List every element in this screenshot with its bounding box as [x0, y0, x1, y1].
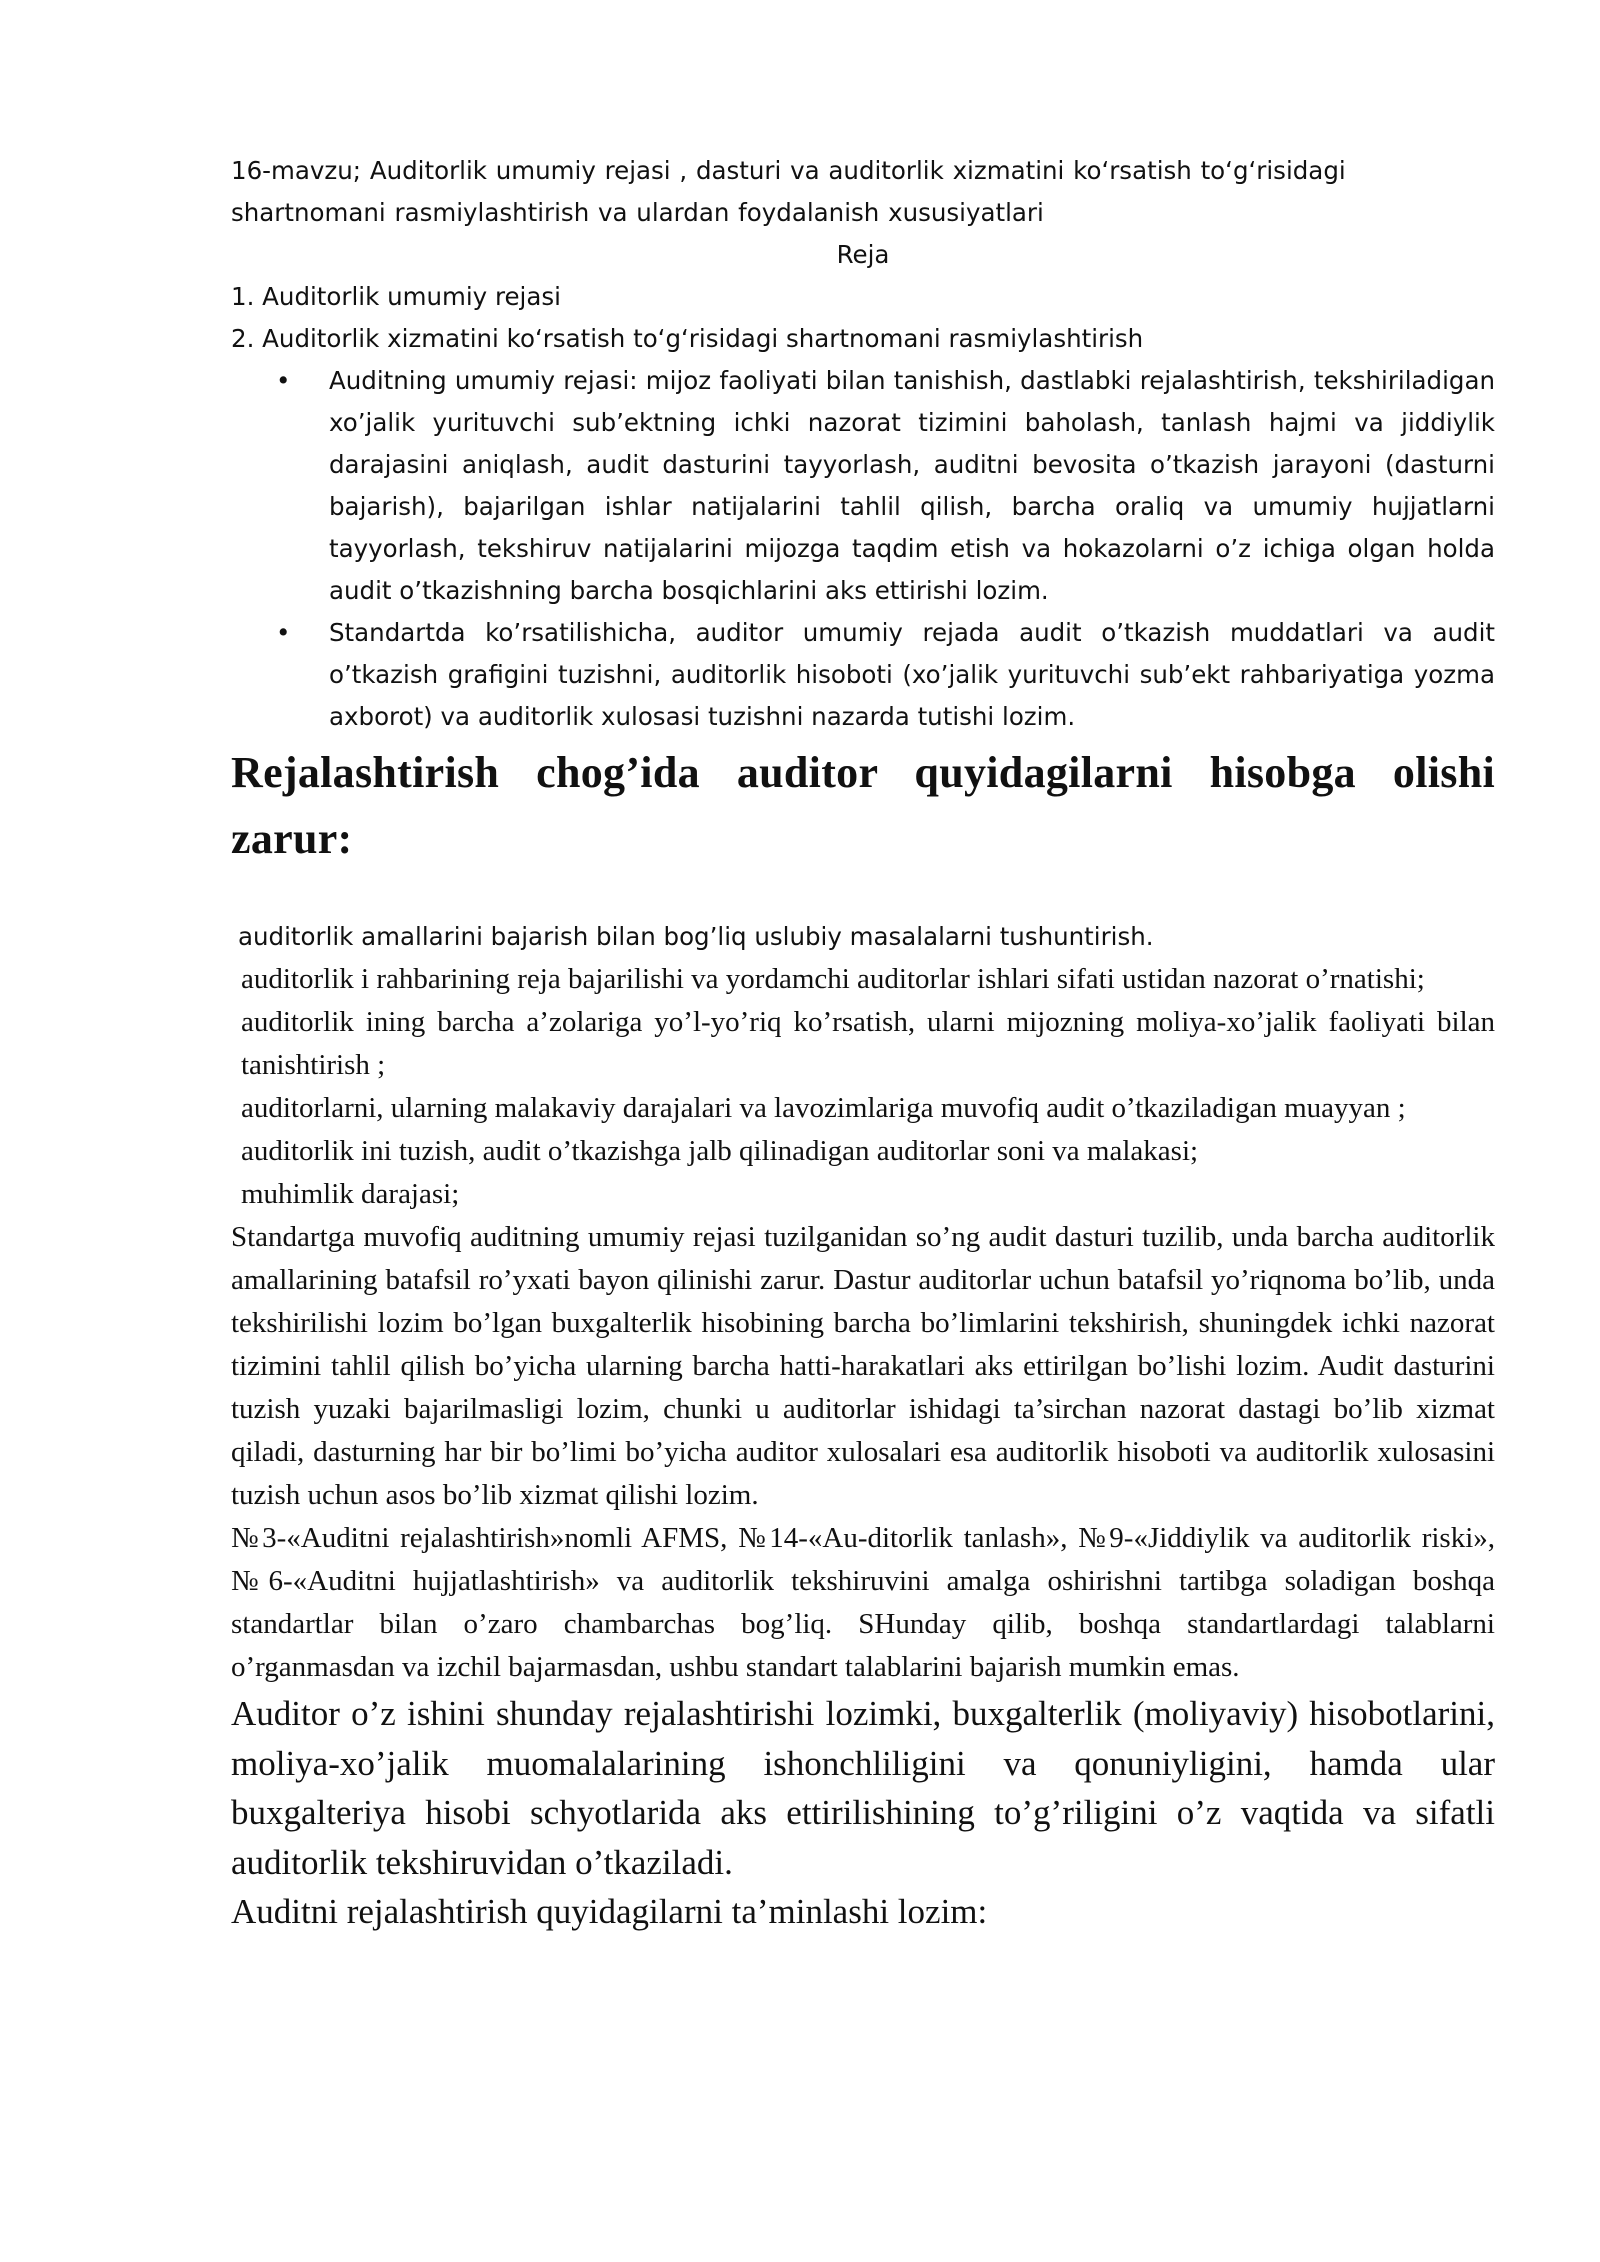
bullet-text: Auditning umumiy rejasi: mijoz faoliyati bilan tanishish, dastlabki rejalashtirish, tekshiriladigan xo’jalik yurituvchi sub’ektning ichki nazorat tizimini baholash, tanlash hajmi va jiddiylik darajasini aniqlash, audit dasturini tayyorlash, auditni bevosita o’tkazish jarayoni (dasturni bajarish), bajarilgan ishlar natijalarini tahlil qilish, barcha oraliq va umumiy hujjatlarni tayyorlash, tekshiruv natijalarini mijozga taqdim etish va hokazolarni o’z ichiga olgan holda audit o’tkazishning barcha bosqichlarini aks ettirishi lozim. — [329, 366, 1495, 605]
bullet-item — [276, 360, 1495, 612]
consider-item: muhimlik darajasi; — [241, 1178, 460, 1210]
bullet-text: Standartda ko’rsatilishicha, auditor umumiy rejada audit o’tkazish muddatlari va audit o’tkazish grafigini tuzishni, auditorlik hisoboti (xo’jalik yurituvchi sub’ekt rahbariyatiga yozma axborot) va auditorlik xulosasi tuzishni nazarda tutishi lozim. — [329, 618, 1495, 731]
bullet-item — [276, 612, 1495, 738]
consider-item: auditorlik i rahbarining reja bajarilishi va yordamchi auditorlar ishlari sifati ustidan nazorat o’rnatishi; — [241, 963, 1425, 995]
bullet-dot-icon: • — [276, 618, 291, 647]
document-page — [231, 150, 1495, 1937]
consider-item: auditorlarni, ularning malakaviy darajalari va lavozimlariga muvofiq audit o’tkaziladigan muayyan ; — [241, 1092, 1406, 1124]
topic-title: 16-mavzu; Auditorlik umumiy rejasi , dasturi va auditorlik xizmatini ko‘rsatish to‘g‘risidagi shartnomani rasmiylashtirish va ulardan foydalanish xususiyatlari — [231, 156, 1346, 227]
bullet-list — [231, 360, 1495, 738]
bullet-dot-icon: • — [276, 366, 291, 395]
large-paragraph: Auditni rejalashtirish quyidagilarni ta’minlashi lozim: — [231, 1892, 988, 1931]
body-paragraph: Standartga muvofiq auditning umumiy rejasi tuzilganidan so’ng audit dasturi tuzilib, unda barcha auditorlik amallarining batafsil ro’yxati bayon qilinishi zarur. Dastur auditorlar uchun batafsil yo’riqnoma bo’lib, unda tekshirilishi lozim bo’lgan buxgalterlik hisobining barcha bo’limlarini tekshirish, shuningdek ichki nazorat tizimini tahlil qilish bo’yicha ularning barcha hatti-harakatlari aks ettirilgan bo’lishi lozim. Audit dasturini tuzish yuzaki bajarilmasligi lozim, chunki u auditorlar ishidagi ta’sirchan nazorat dastagi bo’lib xizmat qiladi, dasturning har bir bo’limi bo’yicha auditor xulosalari esa auditorlik hisoboti va auditorlik xulosasini tuzish uchun asos bo’lib xizmat qilishi lozim. — [231, 1221, 1495, 1511]
consider-item: auditorlik ining barcha a’zolariga yo’l-yo’riq ko’rsatish, ularni mijozning moliya-xo’jalik faoliyati bilan tanishtirish ; — [241, 1006, 1495, 1081]
plan-item: 1. Auditorlik umumiy rejasi — [231, 282, 561, 311]
body-paragraph: №3-«Auditni rejalashtirish»nomli AFMS, №14-«Au-ditorlik tanlash», №9-«Jiddiylik va auditorlik riski», №6-«Auditni hujjatlashtirish» va auditorlik tekshiruvini amalga oshirishni tartibga soladigan boshqa standartlar bilan o’zaro chambarchas bog’liq. SHunday qilib, boshqa standartlardagi talablarni o’rganmasdan va izchil bajarmasdan, ushbu standart talablarini bajarish mumkin emas. — [231, 1522, 1495, 1683]
consider-item: auditorlik ini tuzish, audit o’tkazishga jalb qilinadigan auditorlar soni va malakasi; — [241, 1135, 1199, 1167]
plan-item: 2. Auditorlik xizmatini ko‘rsatish to‘g‘risidagi shartnomani rasmiylashtirish — [231, 324, 1144, 353]
consider-item: auditorlik amallarini bajarish bilan bog’liq uslubiy masalalarni tushuntirish. — [238, 922, 1154, 951]
plan-label: Reja — [836, 240, 890, 269]
large-paragraph: Auditor o’z ishini shunday rejalashtirishi lozimki, buxgalterlik (moliyaviy) hisobotlarini, moliya-xo’jalik muomalalarining ishonchliligini va qonuniyligini, hamda ular buxgalteriya hisobi schyotlarida aks ettirilishining to’g’riligini o’z vaqtida va sifatli auditorlik tekshiruvidan o’tkaziladi. — [231, 1694, 1495, 1882]
section-heading: Rejalashtirish chog’ida auditor quyidagilarni hisobga olishi zarur: — [231, 748, 1495, 863]
spacer — [231, 872, 1495, 916]
